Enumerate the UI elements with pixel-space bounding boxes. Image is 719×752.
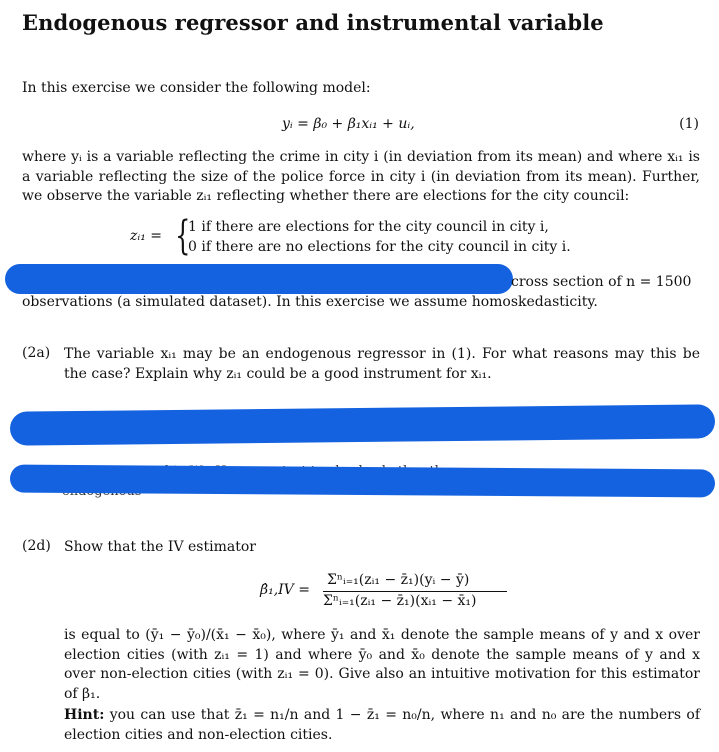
case-elections: 1 if there are elections for the city council in city i, — [188, 219, 549, 235]
question-2a-tag: (2a) — [22, 345, 51, 361]
question-2d-tag: (2d) — [22, 538, 51, 554]
question-2d-body: is equal to (ȳ₁ − ȳ₀)/(x̄₁ − x̄₀), where ȳ₁ and x̄₁ denote the sample means of y and x over election cities (with zᵢ₁ = 1) and where ȳ₀ and x̄₀ denote the sample means of y and x over non-election cities (with zᵢ₁ = 0). Give also an intuitive motivation for this estimator of β₁. — [64, 627, 700, 702]
redaction-bar — [10, 404, 715, 445]
question-2a-text: The variable xᵢ₁ may be an endogenous regressor in (1). For what reasons may this be the case? Explain why zᵢ₁ could be a good instrument for xᵢ₁. — [64, 346, 700, 382]
redaction-bar — [10, 465, 715, 498]
document-title: Endogenous regressor and instrumental variable — [22, 10, 604, 35]
left-brace: { — [175, 213, 191, 259]
hint-paragraph — [64, 706, 700, 745]
cases-lhs: zᵢ₁ = — [130, 228, 162, 244]
model-equation: yᵢ = β₀ + β₁xᵢ₁ + uᵢ, — [282, 116, 415, 132]
estimator-denominator: Σⁿᵢ₌₁(zᵢ₁ − z̄₁)(xᵢ₁ − x̄₁) — [323, 593, 477, 609]
cross-section-text: cross section of n = 1500 — [511, 274, 692, 290]
fraction-bar — [323, 591, 507, 592]
estimator-numerator: Σⁿᵢ₌₁(zᵢ₁ − z̄₁)(yᵢ − ȳ) — [327, 572, 470, 588]
intro-text: In this exercise we consider the following model: — [22, 80, 371, 96]
model-description: where yᵢ is a variable reflecting the crime in city i (in deviation from its mean) and where xᵢ₁ is a variable reflecting the size of the police force in city i (in deviation from its mean). Further, we observe the variable zᵢ₁ reflecting whether there are elections for the city council: — [22, 149, 700, 204]
hint-text: you can use that z̄₁ = n₁/n and 1 − z̄₁ = n₀/n, where n₁ and n₀ are the numbers of election cities and non-election cities. — [64, 707, 701, 743]
redaction-bar — [5, 264, 513, 294]
estimator-lhs: β̂₁,IV = — [260, 582, 310, 598]
question-2d-intro: Show that the IV estimator — [64, 539, 256, 555]
equation-number: (1) — [679, 116, 699, 132]
case-no-elections: 0 if there are no elections for the city council in city i. — [188, 239, 571, 255]
hint-label: Hint: — [64, 707, 105, 723]
observations-text: observations (a simulated dataset). In this exercise we assume homoskedasticity. — [22, 294, 598, 310]
